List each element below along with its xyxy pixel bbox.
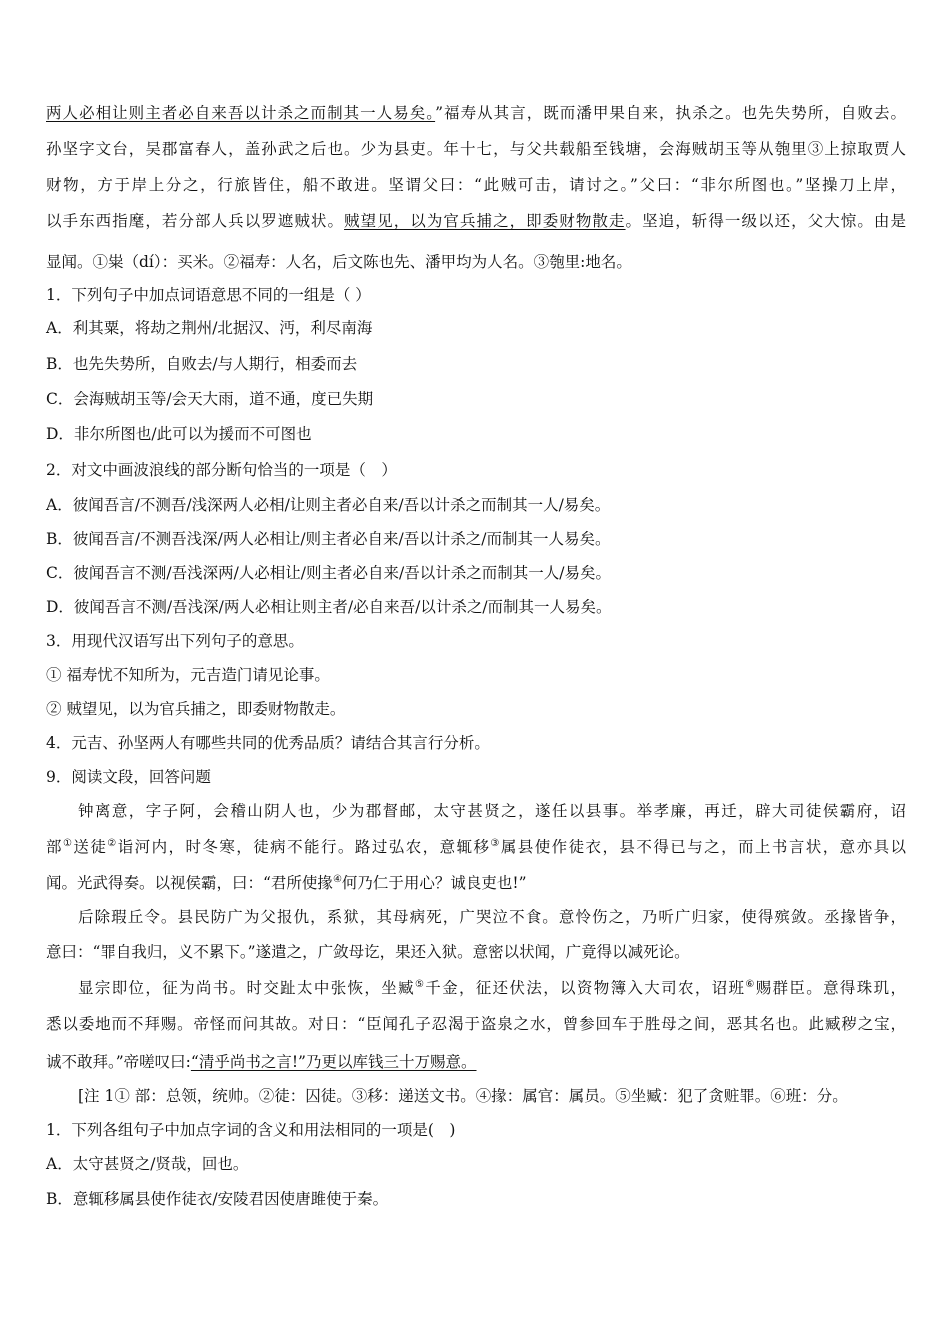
text-segment: 以手东西指麾，若分部人兵以罗遮贼状。 <box>46 212 345 230</box>
footnote-marker: ⑤ <box>414 978 426 990</box>
text-segment: 千金，征还伏法，以资物簿入大司农，诏班 <box>425 979 746 997</box>
text-line <box>46 699 906 719</box>
text-line <box>46 139 906 159</box>
text-line <box>46 318 906 338</box>
text-segment: 钟离意，字子阿，会稽山阴人也，少为郡督邮，太守甚贤之，遂任以县事。举孝廉，再迁，辟大司徒侯霸府，诏 <box>78 802 906 820</box>
text-segment: 部 <box>46 838 63 856</box>
text-segment: 何乃仁于用心？诚良吏也!” <box>341 874 527 892</box>
text-line <box>46 767 906 787</box>
text-segment: A．利其粟，将劫之荆州/北据汉、沔，利尽南海 <box>46 319 373 337</box>
text-line <box>46 733 906 753</box>
text-segment: B．意辄移属县使作徒衣/安陵君因使唐雎使于秦。 <box>46 1190 389 1208</box>
text-line <box>46 563 906 583</box>
text-segment: 财物，方于岸上分之，行旅皆住，船不敢进。坚谓父曰：“此贼可击，请讨之。”父曰：“非尔所图也。”坚操刀上岸， <box>46 176 906 194</box>
text-segment: 后除瑕丘令。县民防广为父报仇，系狱，其母病死，广哭泣不食。意怜伤之，乃听广归家，使得殡敛。丞掾皆争， <box>78 908 906 926</box>
text-line <box>46 631 906 651</box>
text-segment: ① 福寿忧不知所为，元吉造门请见论事。 <box>46 666 330 684</box>
text-segment: D．非尔所图也/此可以为援而不可图也 <box>46 425 312 443</box>
text-line <box>46 942 906 962</box>
text-segment: 属县使作徒衣，县不得已与之，而上书言状，意亦具以 <box>500 838 906 856</box>
text-line <box>46 1154 906 1174</box>
text-line <box>46 389 906 409</box>
underlined-text: 两人必相让则主者必自来吾以计杀之而制其一人易矣。 <box>46 104 436 122</box>
text-segment: 孙坚字文台，吴郡富春人，盖孙武之后也。少为县吏。年十七，与父共载船至钱塘，会海贼胡玉等从匏里③上掠取贾人 <box>46 140 906 158</box>
text-line <box>78 978 906 998</box>
text-line <box>46 424 906 444</box>
text-line <box>78 907 906 927</box>
text-segment: C．彼闻吾言不测/吾浅深两/人必相让/则主者必自来/吾以计杀之而制其一人/易矣。 <box>46 564 611 582</box>
text-line <box>78 1086 906 1106</box>
text-line <box>46 665 906 685</box>
text-line <box>46 175 906 195</box>
footnote-marker: ⑥ <box>745 978 756 990</box>
text-segment: ”福寿从其言，既而潘甲果自来，执杀之。也先失势所，自败去。 <box>435 104 906 122</box>
footnote-marker: ② <box>107 837 118 849</box>
text-segment: 诣河内，时冬寒，徒病不能行。路过弘农，意辄移 <box>117 838 491 856</box>
text-line <box>46 252 906 272</box>
text-line <box>46 529 906 549</box>
text-segment: 意曰：“罪自我归，义不累下。”遂遣之，广敛母讫，果还入狱。意密以状闻，广竟得以减死论。 <box>46 943 690 961</box>
text-segment: 3．用现代汉语写出下列句子的意思。 <box>46 632 304 650</box>
text-segment: 4．元吉、孙坚两人有哪些共同的优秀品质？请结合其言行分析。 <box>46 734 490 752</box>
text-segment: 9．阅读文段，回答问题 <box>46 768 211 786</box>
underlined-text: “清乎尚书之言!”乃更以库钱三十万赐意。 <box>190 1053 477 1071</box>
text-segment: 2．对文中画波浪线的部分断句恰当的一项是（ ） <box>46 461 397 479</box>
text-segment: 1．下列各组句子中加点字词的含义和用法相同的一项是( ) <box>46 1121 456 1139</box>
text-segment: 诚不敢拜。”帝嗟叹曰: <box>46 1053 191 1071</box>
text-line <box>46 597 906 617</box>
text-line <box>46 837 906 857</box>
text-segment: 显闻。①粜（dí）：买米。②福寿：人名，后文陈也先、潘甲均为人名。③匏里:地名。 <box>46 253 632 271</box>
text-segment: ② 贼望见，以为官兵捕之，即委财物散走。 <box>46 700 346 718</box>
text-segment: 1．下列句子中加点词语意思不同的一组是（ ） <box>46 286 371 304</box>
text-segment: A．太守甚贤之/贤哉，回也。 <box>46 1155 249 1173</box>
text-line <box>46 285 906 305</box>
text-segment: 闻。光武得奏。以视侯霸，曰：“君所使掾 <box>46 874 333 892</box>
text-segment: A．彼闻吾言/不测吾/浅深两人必相/让则主者必自来/吾以计杀之而制其一人/易矣。 <box>46 496 611 514</box>
text-line <box>46 495 906 515</box>
text-segment: 。坚追，斩得一级以还，父大惊。由是 <box>625 212 906 230</box>
text-segment: 赐群臣。意得珠玑， <box>755 979 906 997</box>
footnote-marker: ① <box>62 837 74 849</box>
text-line <box>46 1189 906 1209</box>
text-line <box>78 801 906 821</box>
text-line <box>46 1120 906 1140</box>
text-segment: 悉以委地而不拜赐。帝怪而问其故。对日：“臣闻孔子忍渴于盗泉之水，曾参回车于胜母之间，恶其名也。此臧秽之宝， <box>46 1015 906 1033</box>
underlined-text: 贼望见，以为官兵捕之，即委财物散走 <box>344 212 626 230</box>
text-line <box>46 1052 906 1072</box>
text-segment: B．彼闻吾言/不测吾浅深/两人必相让/则主者必自来/吾以计杀之/而制其一人易矣。 <box>46 530 611 548</box>
text-line <box>46 1014 906 1034</box>
footnote-marker: ④ <box>332 873 342 885</box>
text-line <box>46 211 906 231</box>
text-segment: 送徒 <box>73 838 108 856</box>
footnote-marker: ③ <box>490 837 501 849</box>
text-line <box>46 354 906 374</box>
text-line <box>46 873 906 893</box>
text-segment: [注 1① 部：总领，统帅。②徒：囚徒。③移：递送文书。④掾：属官：属员。⑤坐臧：犯了贪赃罪。⑥班：分。 <box>78 1087 848 1105</box>
text-line <box>46 460 906 480</box>
text-segment: 显宗即位，征为尚书。时交趾太中张恢，坐臧 <box>78 979 415 997</box>
text-segment: D．彼闻吾言不测/吾浅深/两人必相让则主者/必自来吾/以计杀之/而制其一人易矣。 <box>46 598 612 616</box>
text-segment: C．会海贼胡玉等/会天大雨，道不通，度已失期 <box>46 390 374 408</box>
text-line <box>46 103 906 123</box>
text-segment: B．也先失势所，自败去/与人期行，相委而去 <box>46 355 358 373</box>
